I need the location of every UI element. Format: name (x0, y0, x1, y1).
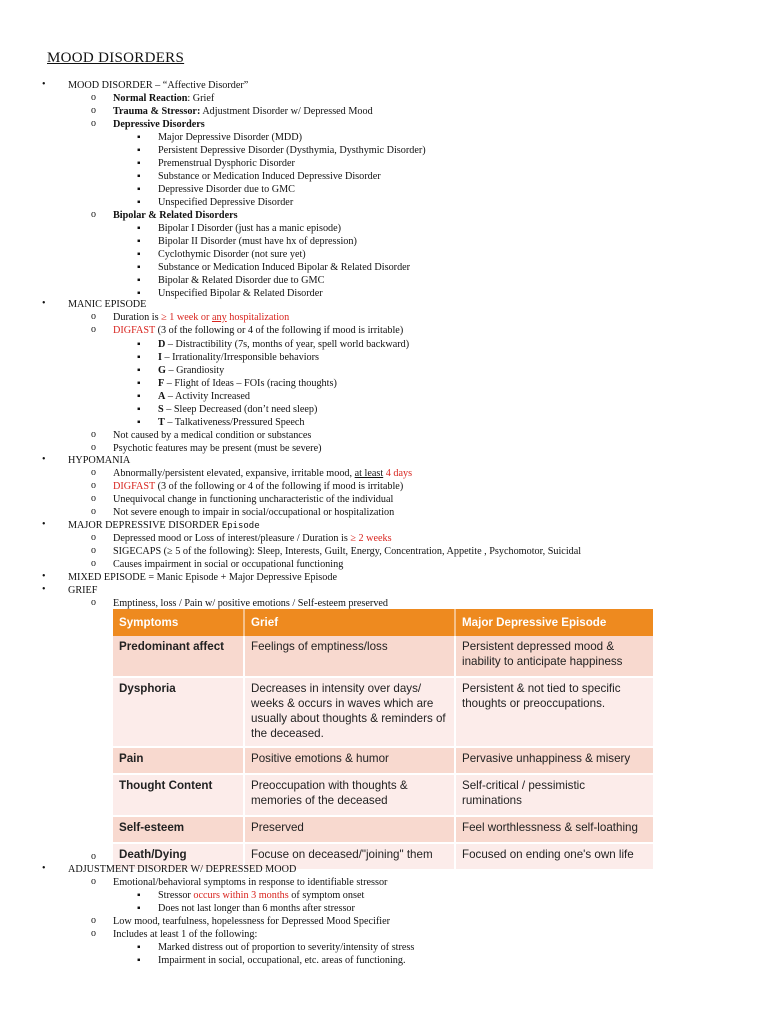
table-cell: Dysphoria (113, 677, 244, 747)
table-cell: Persistent & not tied to specific thoughts or preoccupations. (455, 677, 653, 747)
bullet: • (42, 863, 46, 874)
emptiness-line: Emptiness, loss / Pain w/ positive emotions / Self-esteem preserved (113, 598, 389, 609)
circle-bullet: o (91, 480, 96, 491)
trauma-label: Trauma & Stressor: (113, 106, 201, 117)
table-cell: Pervasive unhappiness & misery (455, 747, 653, 774)
section-grief: GRIEF (68, 585, 98, 596)
table-cell: Predominant affect (113, 636, 244, 677)
includes-line: Includes at least 1 of the following: (113, 929, 258, 940)
table-cell: Preoccupation with thoughts & memories of the deceased (244, 774, 455, 816)
table-cell: Pain (113, 747, 244, 774)
list-item (158, 351, 319, 364)
circle-bullet: o (91, 467, 96, 478)
square-bullet: ▪ (137, 236, 141, 247)
digfast-line (113, 324, 403, 337)
digfast-letter: D (158, 339, 166, 350)
circle-bullet: o (91, 597, 96, 608)
bullet: • (42, 454, 46, 465)
circle-bullet: o (91, 324, 96, 335)
duration-pre: Duration is (113, 312, 162, 323)
circle-bullet: o (91, 558, 96, 569)
abnormal-pre: Abnormally/persistent elevated, expansive, irritable mood, (113, 468, 355, 479)
circle-bullet: o (91, 92, 96, 103)
circle-bullet: o (91, 442, 96, 453)
table-cell: Self-esteem (113, 816, 244, 843)
section-hypomania: HYPOMANIA (68, 455, 131, 466)
list-item (158, 403, 317, 416)
list-item: Premenstrual Dysphoric Disorder (158, 158, 295, 169)
not-severe-line: Not severe enough to impair in social/occupational or hospitalization (113, 507, 395, 518)
digfast-label: DIGFAST (113, 325, 156, 336)
circle-bullet: o (91, 311, 96, 322)
causes-line: Causes impairment in social or occupational functioning (113, 559, 344, 570)
abnormal-at-least: at least (354, 468, 384, 479)
table-header-row (113, 609, 653, 636)
digfast-desc: – Sleep Decreased (don’t need sleep) (163, 404, 318, 415)
table-row (113, 747, 653, 774)
depressed-pre: Depressed mood or Loss of interest/pleasure / Duration is (113, 533, 351, 544)
table-cell: Death/Dying (113, 843, 244, 870)
stressor-post: of symptom onset (288, 890, 365, 901)
square-bullet: ▪ (137, 132, 141, 143)
grief-vs-mde-table (113, 609, 653, 871)
list-item: Substance or Medication Induced Bipolar & Related Disorder (158, 262, 411, 273)
psychotic-line: Psychotic features may be present (must be severe) (113, 443, 322, 454)
bipolar-disorders-label: Bipolar & Related Disorders (113, 210, 238, 221)
table-row (113, 677, 653, 747)
section-mood-disorder: MOOD DISORDER – “Affective Disorder” (68, 80, 249, 91)
square-bullet: ▪ (137, 942, 141, 953)
sigecaps-line: SIGECAPS (≥ 5 of the following): Sleep, Interests, Guilt, Energy, Concentration, Appetite , Psychomotor, Suicidal (113, 546, 582, 557)
circle-bullet: o (91, 915, 96, 926)
table-row (113, 636, 653, 677)
table-row (113, 774, 653, 816)
digfast-desc: – Flight of Ideas – FOIs (racing thoughts) (164, 378, 337, 389)
stressor-line (158, 889, 364, 902)
table-cell: Persistent depressed mood & inability to anticipate happiness (455, 636, 653, 677)
list-item: Major Depressive Disorder (MDD) (158, 132, 303, 143)
table-cell: Preserved (244, 816, 455, 843)
square-bullet: ▪ (137, 262, 141, 273)
duration-any: any (211, 312, 227, 323)
trauma-text: Adjustment Disorder w/ Depressed Mood (200, 106, 373, 117)
list-item: Unspecified Bipolar & Related Disorder (158, 288, 323, 299)
duration-post: hospitalization (226, 312, 290, 323)
list-item: Cyclothymic Disorder (not sure yet) (158, 249, 306, 260)
digfast-text: (3 of the following or 4 of the following if mood is irritable) (155, 481, 404, 492)
depressive-disorders-label: Depressive Disorders (113, 119, 205, 130)
square-bullet: ▪ (137, 365, 141, 376)
list-item: Bipolar I Disorder (just has a manic episode) (158, 223, 342, 234)
square-bullet: ▪ (137, 171, 141, 182)
circle-bullet: o (91, 506, 96, 517)
normal-reaction-text: : Grief (187, 93, 215, 104)
depressed-red: ≥ 2 weeks (350, 533, 392, 544)
section-mixed-episode: MIXED EPISODE = Manic Episode + Major Depressive Episode (68, 572, 337, 583)
unequivocal-line: Unequivocal change in functioning uncharacteristic of the individual (113, 494, 394, 505)
list-item (158, 390, 250, 403)
list-item (158, 416, 305, 429)
table-cell: Decreases in intensity over days/ weeks & occurs in waves which are usually about thoughts & reminders of the deceased. (244, 677, 455, 747)
digfast-desc: – Distractibility (7s, months of year, spell world backward) (165, 339, 410, 350)
circle-bullet: o (91, 928, 96, 939)
list-item: Unspecified Depressive Disorder (158, 197, 294, 208)
square-bullet: ▪ (137, 249, 141, 260)
square-bullet: ▪ (137, 417, 141, 428)
square-bullet: ▪ (137, 955, 141, 966)
square-bullet: ▪ (137, 890, 141, 901)
list-item: Persistent Depressive Disorder (Dysthymia, Dysthymic Disorder) (158, 145, 426, 156)
bullet: • (42, 584, 46, 595)
square-bullet: ▪ (137, 197, 141, 208)
table-cell: Thought Content (113, 774, 244, 816)
circle-bullet: o (91, 851, 96, 862)
section-manic-episode: MANIC EPISODE (68, 299, 147, 310)
table-header: Grief (244, 609, 455, 636)
square-bullet: ▪ (137, 223, 141, 234)
table-cell: Self-critical / pessimistic ruminations (455, 774, 653, 816)
list-item (158, 338, 409, 351)
mdd-text: MAJOR DEPRESSIVE DISORDER (68, 520, 222, 531)
square-bullet: ▪ (137, 404, 141, 415)
list-item (158, 377, 337, 390)
digfast-letter: T (158, 417, 165, 428)
abnormal-red: 4 days (383, 468, 413, 479)
square-bullet: ▪ (137, 158, 141, 169)
table-cell: Feelings of emptiness/loss (244, 636, 455, 677)
digfast-desc: – Activity Increased (165, 391, 250, 402)
digfast-label: DIGFAST (113, 481, 156, 492)
bullet: • (42, 571, 46, 582)
digfast-desc: – Grandiosity (165, 365, 225, 376)
bullet: • (42, 519, 46, 530)
bullet: • (42, 79, 46, 90)
list-item: Substance or Medication Induced Depressive Disorder (158, 171, 381, 182)
circle-bullet: o (91, 118, 96, 129)
list-item (158, 364, 224, 377)
circle-bullet: o (91, 209, 96, 220)
table-header: Major Depressive Episode (455, 609, 653, 636)
circle-bullet: o (91, 105, 96, 116)
digfast-desc: – Irrationality/Irresponsible behaviors (161, 352, 319, 363)
circle-bullet: o (91, 493, 96, 504)
table-cell: Positive emotions & humor (244, 747, 455, 774)
digfast-letter: G (158, 365, 166, 376)
square-bullet: ▪ (137, 275, 141, 286)
circle-bullet: o (91, 532, 96, 543)
circle-bullet: o (91, 429, 96, 440)
square-bullet: ▪ (137, 145, 141, 156)
page-title: MOOD DISORDERS (47, 50, 185, 66)
depressed-line (113, 532, 392, 545)
table-cell: Focused on ending one's own life (455, 843, 653, 870)
square-bullet: ▪ (137, 288, 141, 299)
digfast-letter: I (158, 352, 162, 363)
section-mdd (68, 519, 260, 533)
not-caused-line: Not caused by a medical condition or substances (113, 430, 312, 441)
normal-reaction-label: Normal Reaction (113, 93, 188, 104)
impairment-line: Impairment in social, occupational, etc. areas of functioning. (158, 955, 406, 966)
digfast-letter: A (158, 391, 166, 402)
table-cell: Feel worthlessness & self-loathing (455, 816, 653, 843)
square-bullet: ▪ (137, 903, 141, 914)
emotional-line: Emotional/behavioral symptoms in response to identifiable stressor (113, 877, 388, 888)
marked-line: Marked distress out of proportion to severity/intensity of stress (158, 942, 415, 953)
abnormal-line (113, 467, 412, 480)
circle-bullet: o (91, 876, 96, 887)
digfast-text: (3 of the following or 4 of the following if mood is irritable) (155, 325, 404, 336)
mdd-episode: Episode (221, 521, 260, 531)
list-item: Bipolar II Disorder (must have hx of depression) (158, 236, 357, 247)
table-header: Symptoms (113, 609, 244, 636)
section-adjustment-disorder: ADJUSTMENT DISORDER W/ DEPRESSED MOOD (68, 864, 297, 875)
table-cell: Focuse on deceased/"joining" them (244, 843, 455, 870)
square-bullet: ▪ (137, 352, 141, 363)
stressor-red: occurs within 3 months (193, 890, 289, 901)
duration-red: ≥ 1 week or (161, 312, 212, 323)
square-bullet: ▪ (137, 378, 141, 389)
square-bullet: ▪ (137, 339, 141, 350)
digfast-line (113, 480, 403, 493)
list-item: Bipolar & Related Disorder due to GMC (158, 275, 325, 286)
list-item: Depressive Disorder due to GMC (158, 184, 295, 195)
trauma-line (113, 105, 373, 118)
digfast-letter: F (158, 378, 165, 389)
circle-bullet: o (91, 545, 96, 556)
square-bullet: ▪ (137, 184, 141, 195)
normal-reaction-line (113, 92, 214, 105)
digfast-desc: – Talkativeness/Pressured Speech (164, 417, 305, 428)
does-not-line: Does not last longer than 6 months after stressor (158, 903, 355, 914)
low-mood-line: Low mood, tearfulness, hopelessness for Depressed Mood Specifier (113, 916, 390, 927)
square-bullet: ▪ (137, 391, 141, 402)
table-row (113, 816, 653, 843)
stressor-pre: Stressor (158, 890, 194, 901)
duration-line (113, 311, 289, 324)
bullet: • (42, 298, 46, 309)
digfast-letter: S (158, 404, 164, 415)
